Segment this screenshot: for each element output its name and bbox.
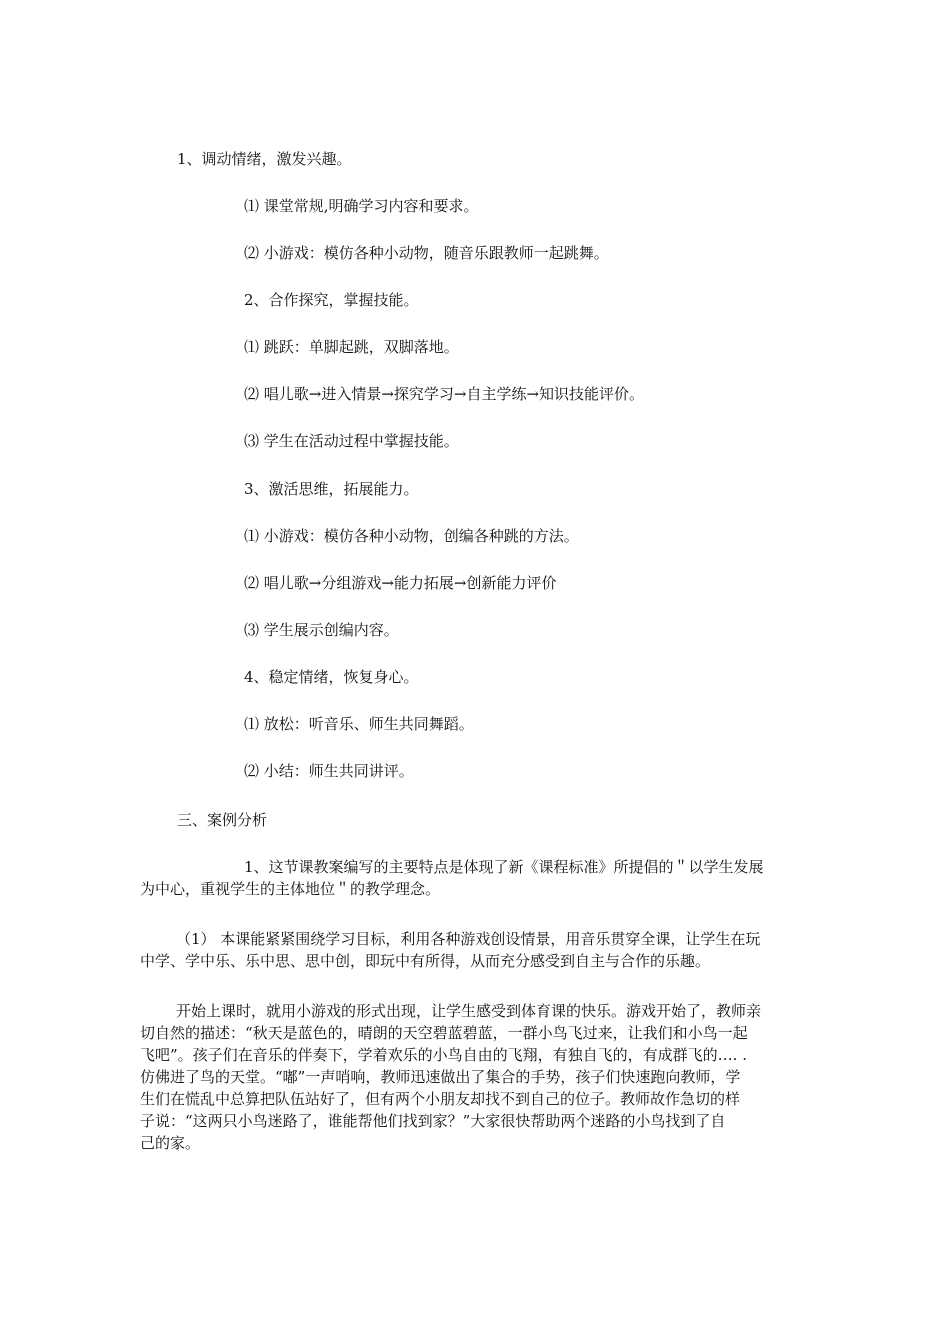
paragraph-line: 中学、学中乐、乐中思、思中创，即玩中有所得，从而充分感受到自主与合作的乐趣。 (140, 952, 711, 970)
paragraph-line: （1） 本课能紧紧围绕学习目标，利用各种游戏创设情景，用音乐贯穿全课，让学生在玩 (176, 930, 761, 948)
paragraph-line: 生们在慌乱中总算把队伍站好了，但有两个小朋友却找不到自己的位子。教师故作急切的样 (140, 1090, 741, 1108)
step-3-item-2: ⑵ 唱儿歌→分组游戏→能力拓展→创新能力评价 (244, 574, 557, 592)
analysis-paragraph-1 (140, 856, 810, 900)
step-2-item-2: ⑵ 唱儿歌→进入情景→探究学习→自主学练→知识技能评价。 (244, 385, 645, 403)
paragraph-line: 己的家。 (140, 1134, 201, 1152)
paragraph-line: 开始上课时，就用小游戏的形式出现，让学生感受到体育课的快乐。游戏开始了，教师亲 (176, 1002, 762, 1020)
paragraph-line: 子说：“这两只小鸟迷路了，谁能帮他们找到家？”大家很快帮助两个迷路的小鸟找到了自 (140, 1112, 726, 1130)
paragraph-line: 切自然的描述：“秋天是蓝色的，晴朗的天空碧蓝碧蓝，一群小鸟飞过来，让我们和小鸟一起 (140, 1024, 748, 1042)
step-1-item-1: ⑴ 课堂常规,明确学习内容和要求。 (244, 197, 479, 215)
paragraph-line: 1、这节课教案编写的主要特点是体现了新《课程标准》所提倡的＂以学生发展 (244, 858, 764, 876)
step-4-item-2: ⑵ 小结：师生共同讲评。 (244, 762, 414, 780)
step-3-heading: 3、激活思维，拓展能力。 (244, 480, 419, 498)
step-2-item-1: ⑴ 跳跃：单脚起跳，双脚落地。 (244, 338, 459, 356)
step-4-heading: 4、稳定情绪，恢复身心。 (244, 668, 419, 686)
paragraph-line: 仿佛进了鸟的天堂。“嘟”一声哨响，教师迅速做出了集合的手势，孩子们快速跑向教师，学 (140, 1068, 741, 1086)
paragraph-line: 为中心，重视学生的主体地位＂的教学理念。 (140, 880, 441, 898)
step-2-item-3: ⑶ 学生在活动过程中掌握技能。 (244, 432, 459, 450)
step-3-item-1: ⑴ 小游戏：模仿各种小动物，创编各种跳的方法。 (244, 527, 579, 545)
step-1-heading: 1、调动情绪，激发兴趣。 (177, 150, 352, 168)
case-analysis-heading: 三、案例分析 (177, 811, 268, 829)
step-1-item-2: ⑵ 小游戏：模仿各种小动物，随音乐跟教师一起跳舞。 (244, 244, 609, 262)
analysis-paragraph-2 (140, 928, 810, 972)
step-4-item-1: ⑴ 放松：听音乐、师生共同舞蹈。 (244, 715, 474, 733)
paragraph-line: 飞吧”。孩子们在音乐的伴奏下，学着欢乐的小鸟自由的飞翔，有独自飞的，有成群飞的…. . (140, 1046, 747, 1064)
step-3-item-3: ⑶ 学生展示创编内容。 (244, 621, 399, 639)
step-2-heading: 2、合作探究，掌握技能。 (244, 291, 419, 309)
analysis-paragraph-3 (140, 1000, 810, 1154)
